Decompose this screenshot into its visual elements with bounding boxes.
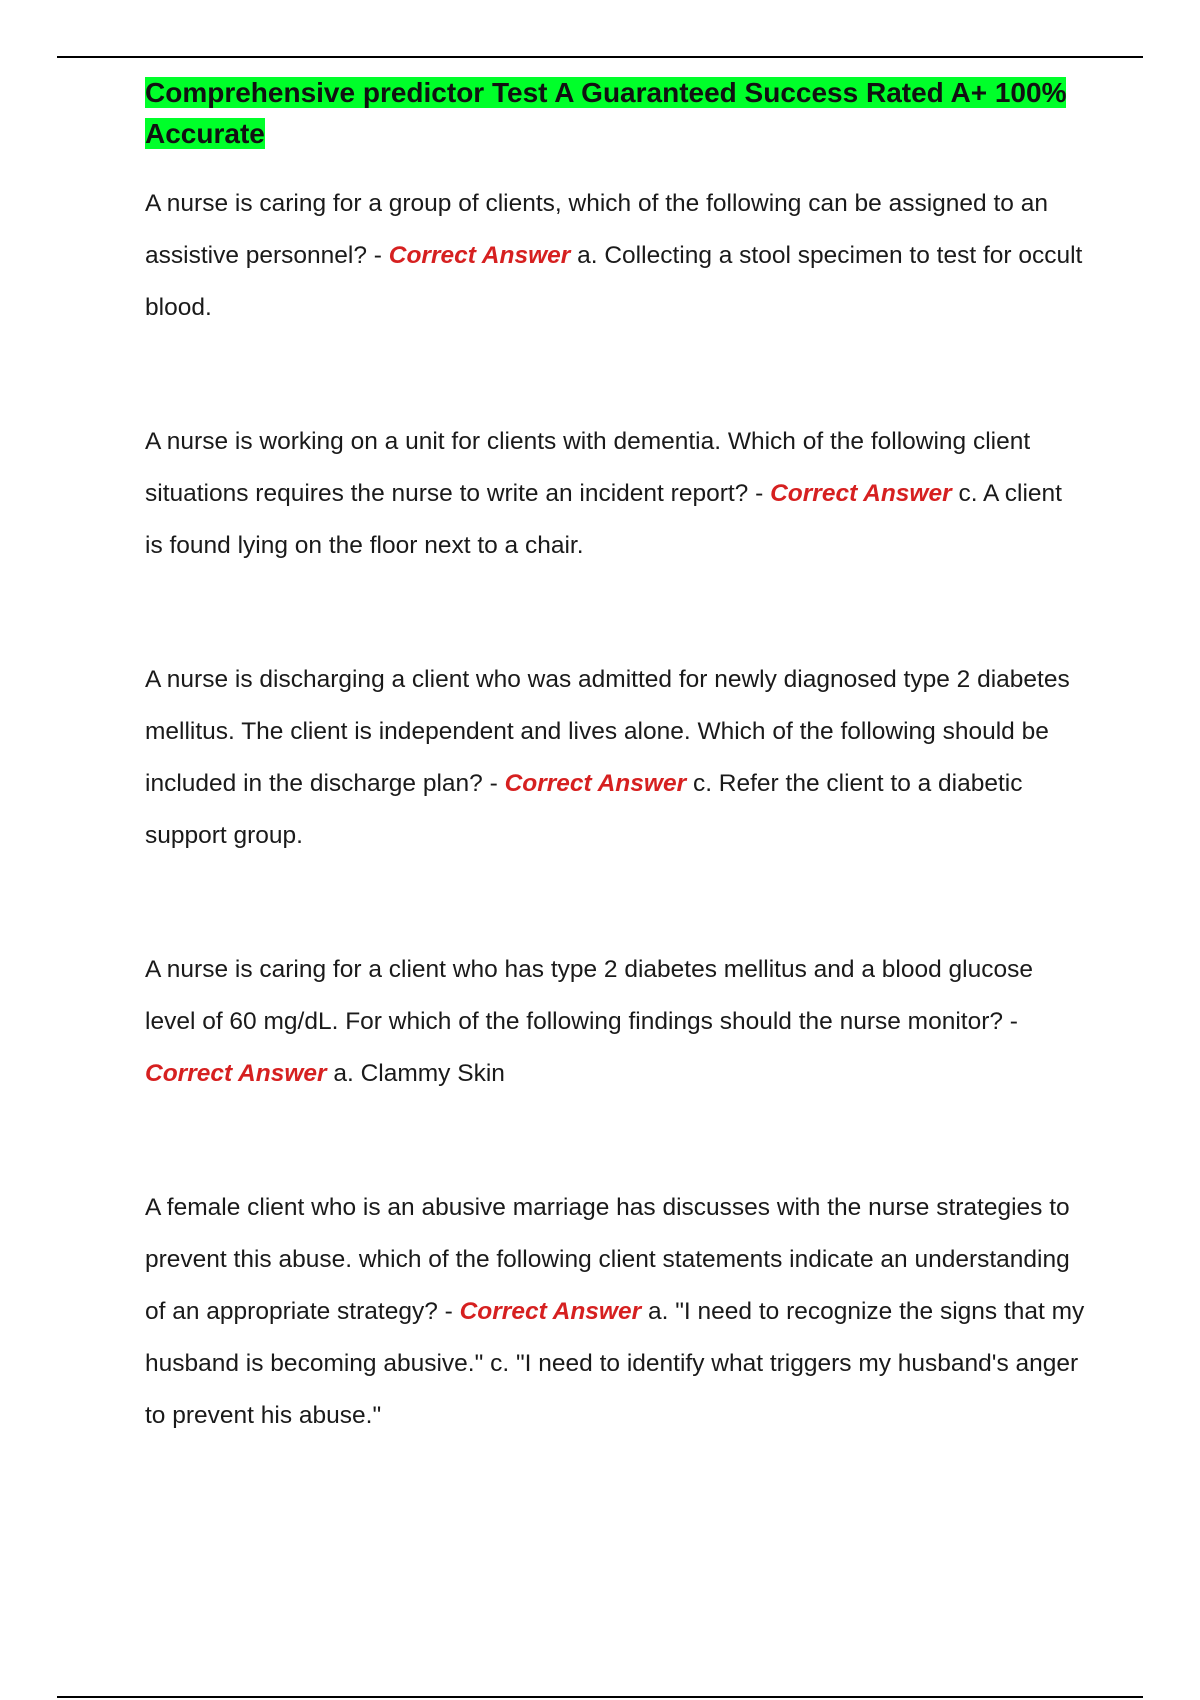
question-text: A nurse is caring for a client who has type 2 diabetes mellitus and a blood glucose level of 60 mg/dL. For which of the following findings should the nurse monitor? (145, 956, 1033, 1035)
document-title (145, 72, 1085, 154)
answer-text: c. Refer the client to a diabetic support group. (145, 770, 1023, 849)
top-divider (57, 56, 1143, 58)
question-text: A nurse is working on a unit for clients with dementia. Which of the following client situations requires the nurse to write an incident report? (145, 428, 1031, 507)
qa-item (145, 178, 1085, 334)
answer-text: a. Clammy Skin (333, 1060, 505, 1087)
correct-answer-label: Correct Answer (504, 770, 687, 797)
document-body (145, 72, 1085, 1524)
correct-answer-label: Correct Answer (770, 480, 952, 507)
qa-item (145, 654, 1085, 862)
separator: - (366, 242, 389, 269)
separator: - (1002, 1008, 1018, 1035)
answer-text: a. "I need to recognize the signs that my husband is becoming abusive." c. "I need to identify what triggers my husband's anger to prevent his abuse." (145, 1298, 1085, 1429)
qa-item (145, 416, 1085, 572)
correct-answer-label: Correct Answer (388, 242, 571, 269)
question-text: A nurse is discharging a client who was admitted for newly diagnosed type 2 diabetes mellitus. The client is independent and lives alone. Which of the following should be included in the discharge plan? (145, 666, 1070, 797)
correct-answer-label: Correct Answer (459, 1298, 642, 1325)
answer-text: c. A client is found lying on the floor next to a chair. (145, 480, 1062, 559)
question-text: A female client who is an abusive marriage has discusses with the nurse strategies to prevent this abuse. which of the following client statements indicate an understanding of an appropriate strategy? (145, 1194, 1070, 1325)
separator: - (437, 1298, 460, 1325)
answer-text: a. Collecting a stool specimen to test for occult blood. (145, 242, 1083, 321)
qa-item (145, 944, 1085, 1100)
qa-item (145, 1182, 1085, 1442)
bottom-divider (57, 1696, 1143, 1698)
correct-answer-label: Correct Answer (145, 1060, 327, 1087)
question-text: A nurse is caring for a group of clients, which of the following can be assigned to an assistive personnel? (145, 190, 1048, 269)
separator: - (748, 480, 771, 507)
separator: - (482, 770, 505, 797)
title-highlight: Comprehensive predictor Test A Guaranteed Success Rated A+ 100% Accurate (145, 77, 1067, 149)
